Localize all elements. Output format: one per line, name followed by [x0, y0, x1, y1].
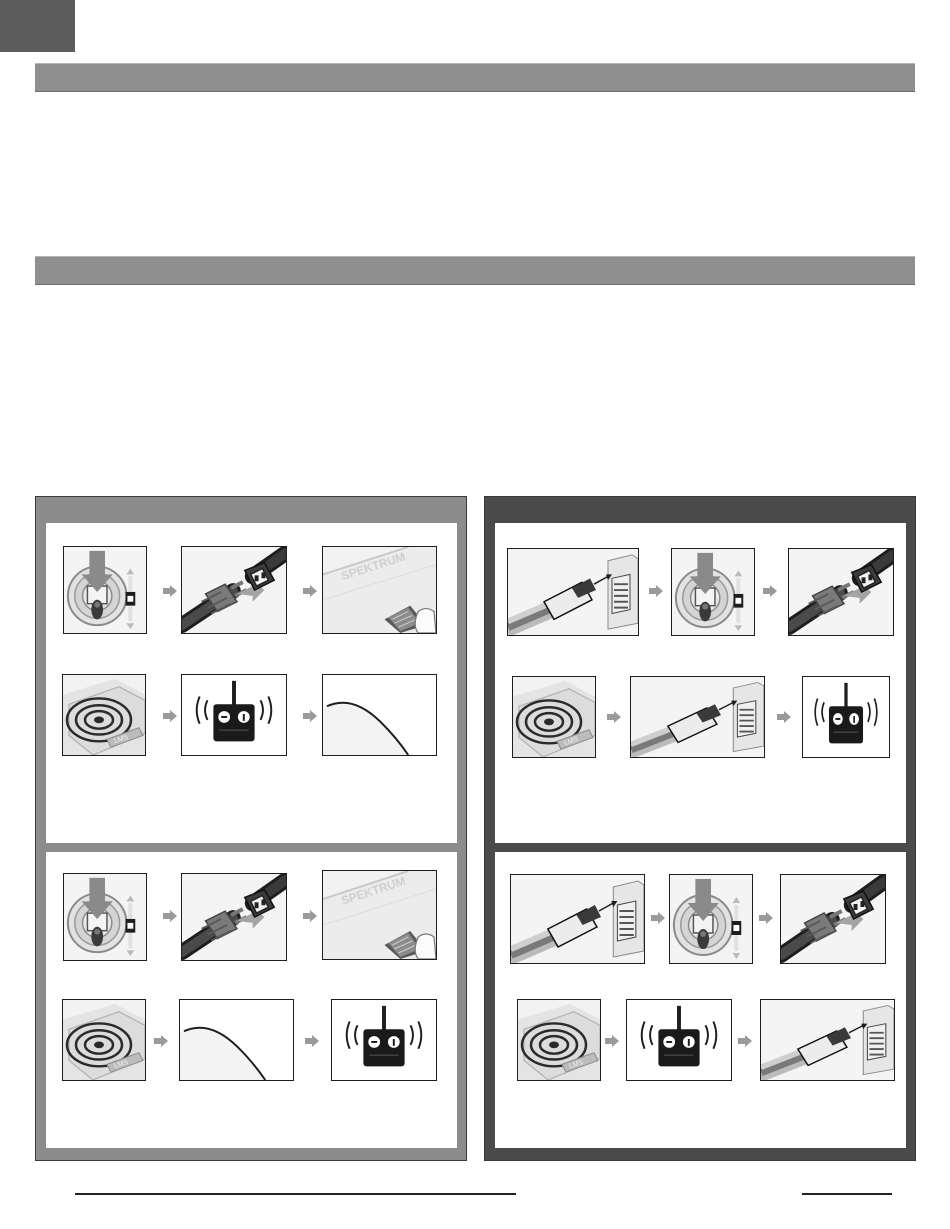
bind-plug-icon [671, 548, 755, 636]
arrow-right-icon [303, 585, 317, 597]
footer-rule [802, 1193, 892, 1195]
stick-curve-icon [179, 999, 294, 1081]
arrow-right-icon [163, 585, 177, 597]
corner-tab [0, 0, 75, 52]
stick-curve-icon [322, 674, 437, 756]
transmitter-icon [181, 674, 287, 756]
battery-connector-icon [181, 546, 287, 634]
receiver-signal-icon [512, 676, 596, 758]
procedure-section [46, 852, 457, 1148]
arrow-right-icon [759, 912, 773, 924]
arrow-right-icon [154, 1035, 168, 1047]
receiver-signal-icon [62, 999, 146, 1081]
bind-plug-icon [63, 873, 147, 961]
arrow-right-icon [607, 711, 621, 723]
binding-panel-left [35, 496, 467, 1161]
receiver-signal-icon [62, 674, 146, 756]
arrow-right-icon [649, 585, 663, 597]
arrow-right-icon [605, 1035, 619, 1047]
receiver-button-icon [322, 870, 437, 960]
receiver-signal-icon [517, 999, 601, 1081]
arrow-right-icon [777, 711, 791, 723]
procedure-section [495, 523, 906, 843]
battery-connector-icon [181, 873, 287, 961]
battery-connector-icon [788, 548, 894, 636]
servo-lead-icon [510, 874, 645, 964]
arrow-right-icon [763, 585, 777, 597]
arrow-right-icon [305, 1035, 319, 1047]
battery-connector-icon [780, 874, 886, 964]
procedure-section [46, 523, 457, 843]
arrow-right-icon [163, 910, 177, 922]
bind-plug-icon [669, 874, 753, 964]
servo-lead-icon [760, 999, 895, 1081]
section-header-bar [35, 63, 915, 92]
procedure-section [495, 852, 906, 1148]
arrow-right-icon [303, 910, 317, 922]
footer-rule [75, 1193, 516, 1195]
section-header-bar [35, 256, 915, 285]
arrow-right-icon [738, 1035, 752, 1047]
transmitter-icon [331, 999, 437, 1081]
binding-panel-right [484, 496, 916, 1161]
servo-lead-icon [507, 548, 639, 636]
bind-plug-icon [63, 546, 147, 634]
arrow-right-icon [303, 710, 317, 722]
arrow-right-icon [651, 912, 665, 924]
arrow-right-icon [163, 710, 177, 722]
transmitter-icon [802, 676, 890, 758]
receiver-button-icon [322, 546, 437, 634]
transmitter-icon [626, 999, 732, 1081]
servo-lead-icon [630, 676, 765, 758]
